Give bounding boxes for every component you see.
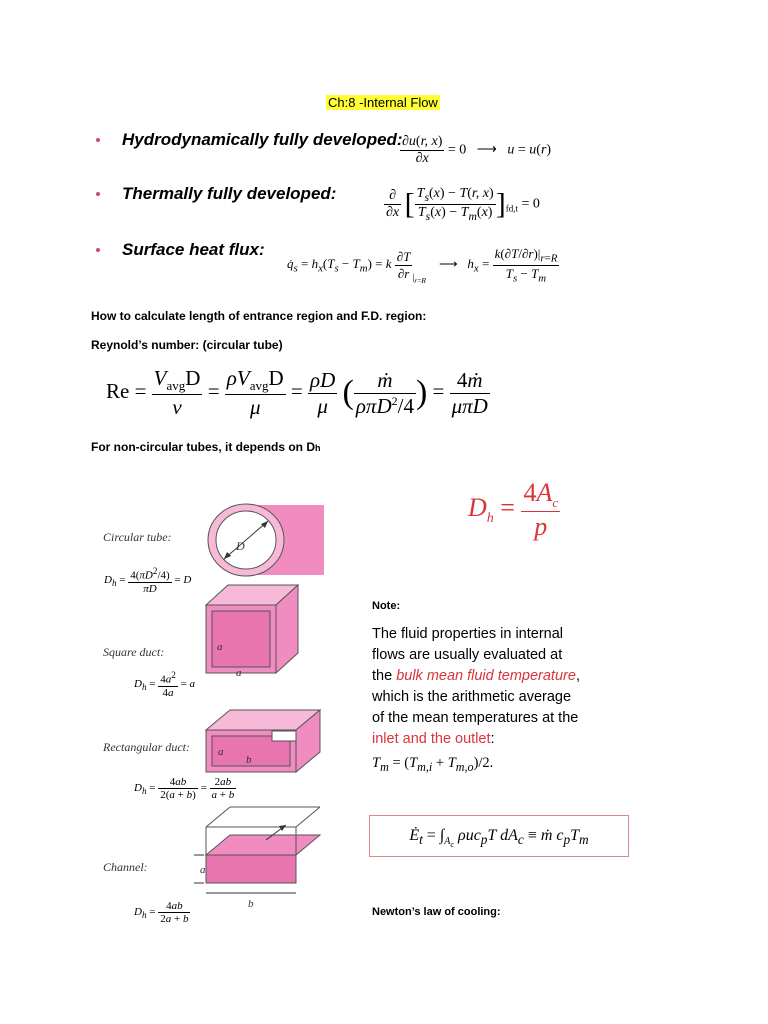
circular-tube-label: Circular tube: [103, 530, 172, 544]
reynolds-equation: Re = $\frac{V_{avg}D}{\nu}$ = $\frac{\rho V_{avg}D}{\mu}$ = $\frac{\rho D}{\mu}$ ( $\frac{\text{ṁ}}{\rho\pi D^2/4}$ ) = $\frac{\text{4ṁ}}{\text{μπD}}$ [106, 366, 488, 420]
square-duct-diagram [206, 585, 298, 679]
noncircular-heading: For non-circular tubes, it depends on Dh [91, 440, 321, 454]
svg-text:a: a [200, 864, 206, 876]
bullet-label: Surface heat flux [122, 240, 259, 259]
bullet-label: Hydrodynamically fully developed [122, 130, 397, 149]
svg-text:a: a [236, 667, 242, 679]
energy-rate-equation: $Ė_t = \int_{A_c}$ ρuc$_p$T $dA_c$ ≡ ṁ $c_pT_m$ [369, 815, 629, 857]
channel-formula: $D_h$ = $\frac{4ab}{2a + b}$ [134, 900, 189, 925]
rectangular-duct-label: Rectangular duct: [103, 740, 190, 754]
hydraulic-diameter-formula: $D_h$ = $\frac{4A_c}{p}$ [468, 478, 559, 542]
svg-text:b: b [246, 754, 252, 766]
channel-diagram [194, 807, 320, 910]
rectangular-duct-formula: $D_h$ = $\frac{4ab}{2(a + b)}$ = $\frac{2ab}{a + b}$ [134, 776, 235, 801]
svg-text:b: b [248, 898, 254, 910]
note-text: The fluid properties in internal flows are usually evaluated at the bulk mean fluid temperature, which is the arithmetic average of the mean temperatures at the inlet and the outlet: $T_m = (T_{m,i} + T_{m,o})/2$. [372, 626, 580, 774]
channel-label: Channel: [103, 860, 148, 874]
square-duct-label: Square duct: [103, 645, 165, 659]
square-duct-formula: $D_h$ = $\frac{4a^2}{4a}$ = a [134, 670, 196, 699]
bullet-dot [96, 248, 100, 252]
bullet-dot [96, 138, 100, 142]
equation-heat-flux: $q̇_s = h_x(T_s - T_m) = k$ $\frac{\partial T}{\partial r}$ $_{|_{r=R}}$ ⟶ $h_x$ = $\frac{k(\partial T/\partial r)|_{r=R}}{T_s - T_m}$ [287, 246, 558, 285]
page-title: Ch:8 -Internal Flow [328, 95, 438, 110]
note-heading: Note: [372, 600, 401, 612]
svg-text:D: D [236, 539, 245, 553]
rectangular-duct-diagram [206, 710, 320, 772]
entrance-heading: How to calculate length of entrance region and F.D. region: [91, 309, 427, 323]
newton-heading: Newton’s law of cooling: [372, 906, 501, 918]
bullet-label: Thermally fully developed [122, 184, 331, 203]
equation-thermal: $\frac{\partial}{\partial x}$ [ $\frac{T_s(x) - T(r, x)}{T_s(x) - T_m(x)}$ ]$_{fd,t} = 0$ [386, 186, 540, 223]
svg-text:a: a [217, 641, 223, 653]
circular-tube-diagram [208, 504, 324, 576]
reynolds-heading: Reynold’s number: (circular tube) [91, 338, 283, 352]
circular-tube-formula: $D_h$ = $\frac{4(\pi D^2/4)}{\pi D}$ = D [104, 566, 192, 595]
bullet-dot [96, 192, 100, 196]
equation-hydrodynamic: $\frac{\partial u(r, x)}{\partial x}$ = 0 ⟶ u = u(r) [402, 134, 552, 166]
svg-text:a: a [218, 746, 224, 758]
